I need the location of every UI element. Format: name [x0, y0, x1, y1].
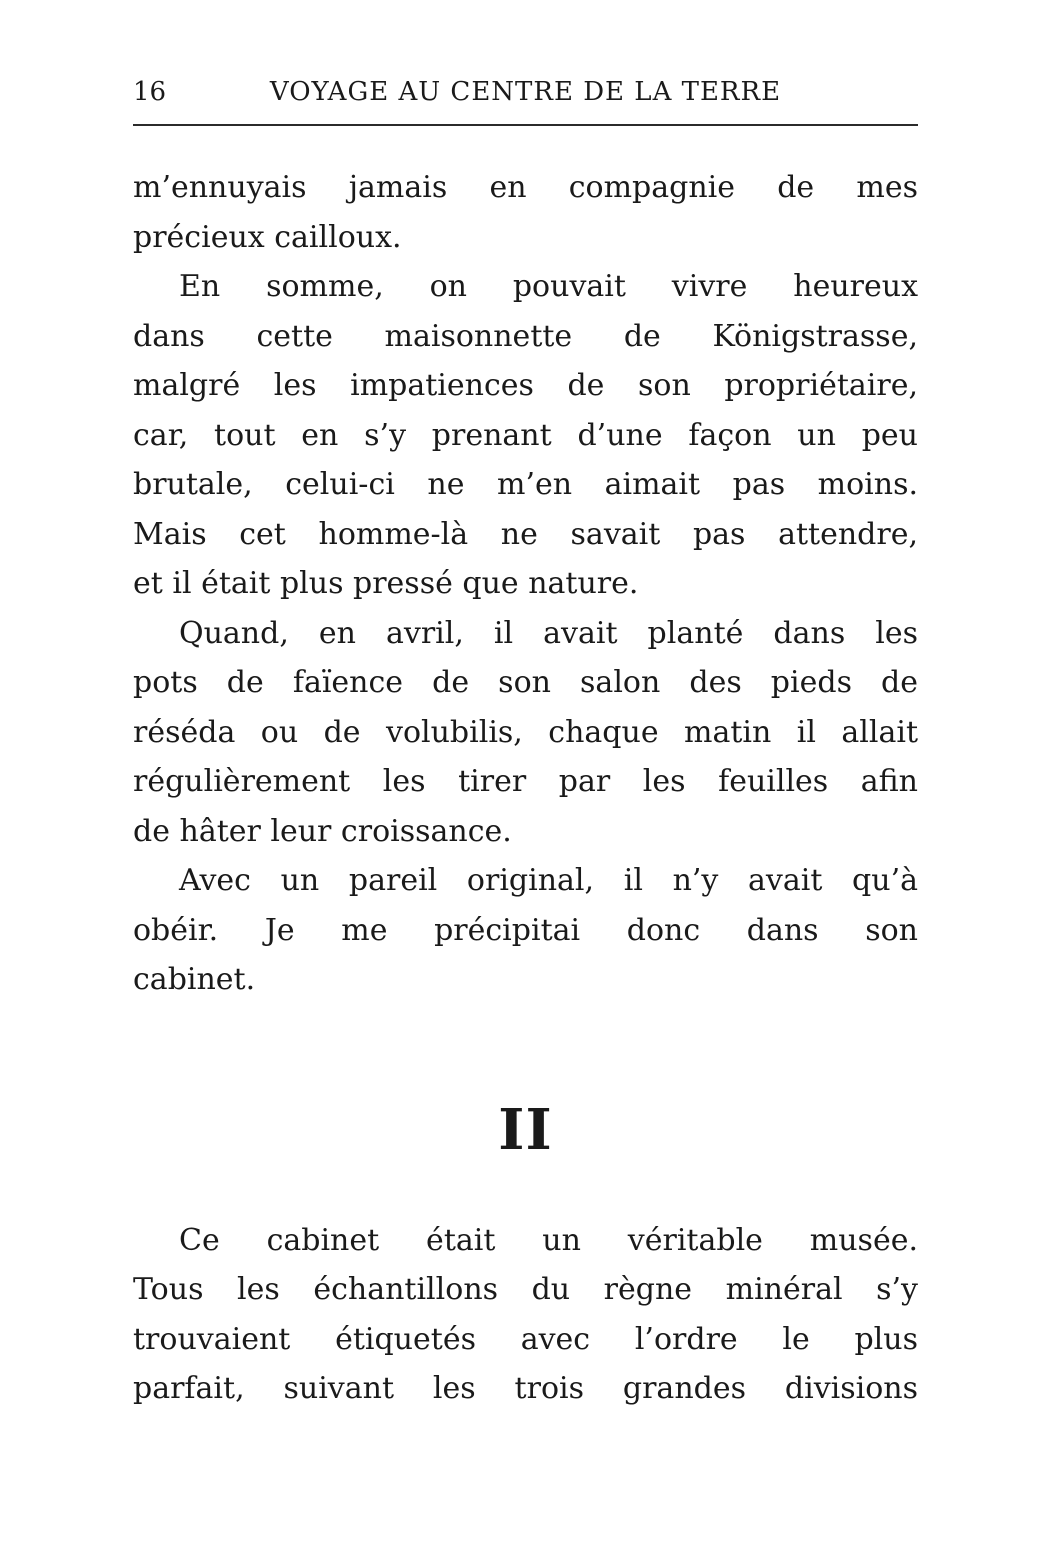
page-number: 16	[133, 77, 167, 107]
body-line: dans cette maisonnette de Königstrasse,	[133, 318, 918, 354]
body-line: car, tout en s’y prenant d’une façon un peu	[133, 417, 918, 453]
paragraph-block-after-heading	[133, 1216, 918, 1414]
chapter-heading: II	[498, 1096, 553, 1163]
body-line: En somme, on pouvait vivre heureux	[179, 269, 918, 304]
body-line: cabinet.	[133, 962, 256, 997]
body-line: m’ennuyais jamais en compagnie de mes	[133, 170, 918, 205]
paragraph	[133, 262, 918, 609]
body-line: malgré les impatiences de son propriétaire,	[133, 368, 918, 403]
body-line: réséda ou de volubilis, chaque matin il allait	[133, 714, 918, 750]
paragraph-block-before-heading	[133, 163, 918, 1005]
body-line: Avec un pareil original, il n’y avait qu’à	[179, 863, 918, 898]
body-text	[133, 163, 918, 1414]
body-line: pots de faïence de son salon des pieds de	[133, 665, 918, 700]
header-rule	[133, 124, 918, 126]
paragraph	[133, 1216, 918, 1414]
body-line: Quand, en avril, il avait planté dans les	[179, 615, 918, 651]
body-line: précieux cailloux.	[133, 219, 402, 255]
body-line: régulièrement les tirer par les feuilles afin	[133, 764, 918, 799]
body-line: Ce cabinet était un véritable musée.	[179, 1222, 918, 1258]
paragraph	[133, 163, 918, 262]
paragraph	[133, 609, 918, 857]
body-line: obéir. Je me précipitai donc dans son	[133, 912, 918, 948]
body-line: Mais cet homme-là ne savait pas attendre,	[133, 516, 918, 552]
paragraph	[133, 856, 918, 1005]
body-line: et il était plus pressé que nature.	[133, 566, 639, 601]
running-title: VOYAGE AU CENTRE DE LA TERRE	[269, 77, 782, 107]
body-line: parfait, suivant les trois grandes divisions	[133, 1371, 918, 1406]
body-line: Tous les échantillons du règne minéral s’y	[133, 1272, 918, 1307]
body-line: de hâter leur croissance.	[133, 813, 512, 849]
body-line: brutale, celui-ci ne m’en aimait pas moins.	[133, 467, 918, 502]
body-line: trouvaient étiquetés avec l’ordre le plus	[133, 1321, 918, 1357]
page-header	[133, 76, 918, 108]
